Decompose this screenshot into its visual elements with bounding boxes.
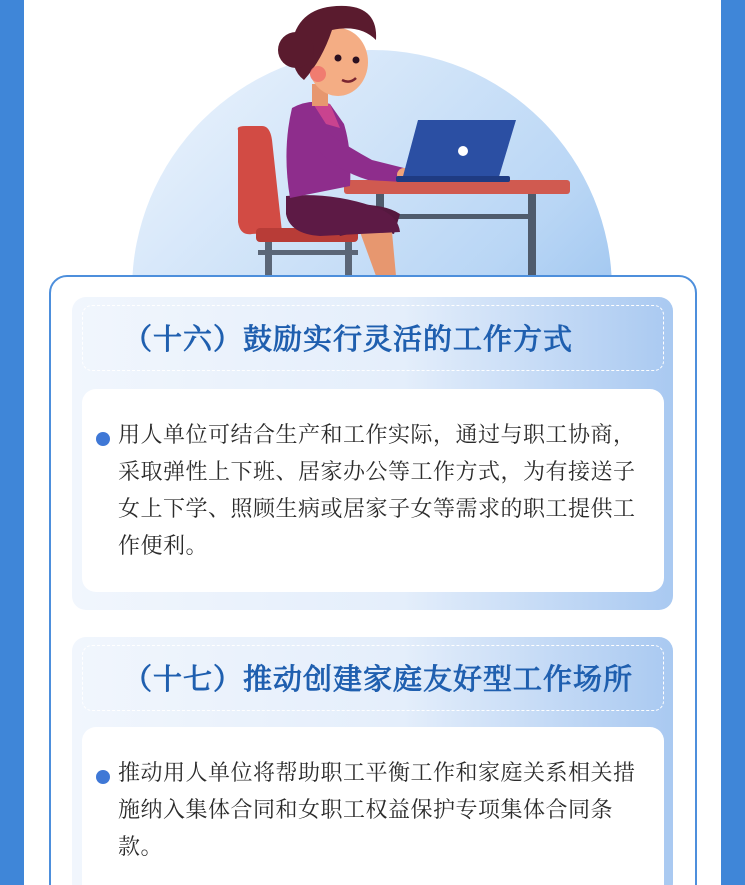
section-body-text: 用人单位可结合生产和工作实际，通过与职工协商，采取弹性上下班、居家办公等工作方式，为有接送子女上下学、照顾生病或居家子女等需求的职工提供工作便利。 xyxy=(118,423,636,559)
bullet-dot-icon xyxy=(96,770,110,784)
woman-eye-left xyxy=(335,55,342,62)
section-body-box xyxy=(82,727,664,885)
section-title-box xyxy=(82,305,664,371)
woman-cheek xyxy=(310,66,326,82)
desk-top xyxy=(344,180,570,194)
section-title: （十七）推动创建家庭友好型工作场所 xyxy=(123,662,634,696)
woman-eye-right xyxy=(353,57,360,64)
section-flexible-work xyxy=(72,297,673,610)
laptop-base xyxy=(396,176,510,182)
section-title-box xyxy=(82,645,664,711)
section-family-friendly-workplace xyxy=(72,637,673,885)
section-title: （十六）鼓励实行灵活的工作方式 xyxy=(123,322,574,356)
woman-working-at-laptop-illustration xyxy=(0,0,745,290)
chair-bar xyxy=(258,250,358,255)
section-body-text: 推动用人单位将帮助职工平衡工作和家庭关系相关措施纳入集体合同和女职工权益保护专项集体合同条款。 xyxy=(118,761,636,860)
section-body-box xyxy=(82,389,664,592)
desk-bar xyxy=(384,214,528,219)
woman-hair-bun xyxy=(278,32,314,68)
desk-leg-right xyxy=(528,194,536,284)
bullet-dot-icon xyxy=(96,432,110,446)
laptop-logo xyxy=(458,146,468,156)
